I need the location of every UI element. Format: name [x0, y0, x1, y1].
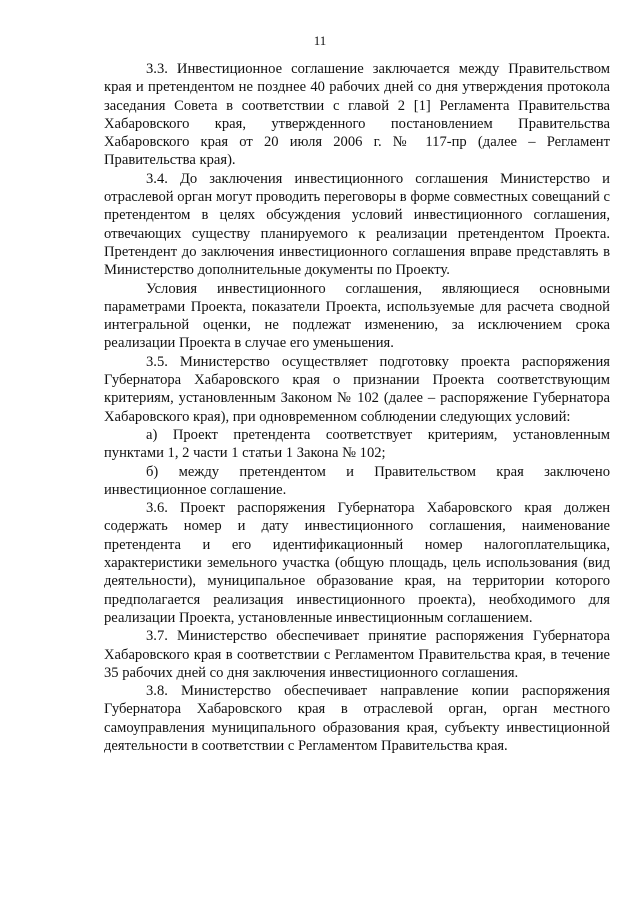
document-body	[104, 60, 610, 755]
paragraph-3-7: 3.7. Министерство обеспечивает принятие распоряжения Губернатора Хабаровского края в соответствии с Регламентом Правительства края, в течение 35 рабочих дней со дня заключения инвестиционного соглашения.	[104, 628, 610, 681]
list-item-b: б) между претендентом и Правительством края заключено инвестиционное соглашение.	[104, 463, 610, 498]
paragraph-3-4: 3.4. До заключения инвестиционного соглашения Министерство и отраслевой орган могут проводить переговоры в форме совместных совещаний с претендентом в целях обсуждения условий инвестиционного соглашения, отвечающих существу планируемого к реализации претендентом Проекта. Претендент до заключения инвестиционного соглашения вправе представлять в Министерство дополнительные документы по Проекту.	[104, 170, 610, 279]
paragraph-agreement-conditions: Условия инвестиционного соглашения, являющиеся основными параметрами Проекта, показатели Проекта, используемые для расчета сводной интегральной оценки, не подлежат изменению, за исключением срока реализации Проекта в случае его уменьшения.	[104, 280, 610, 352]
list-item-a: а) Проект претендента соответствует критериям, установленным пунктами 1, 2 части 1 статьи 1 Закона № 102;	[104, 426, 610, 462]
paragraph-3-5: 3.5. Министерство осуществляет подготовку проекта распоряжения Губернатора Хабаровского края о признании Проекта соответствующим критериям, установленным Законом № 102 (далее – распоряжение Губернатора Хабаровского края), при одновременном соблюдении следующих условий:	[104, 353, 610, 425]
page-number: 11	[313, 33, 327, 48]
paragraph-3-6: 3.6. Проект распоряжения Губернатора Хабаровского края должен содержать номер и дату инвестиционного соглашения, наименование претендента и его идентификационный номер налогоплательщика, характеристики земельного участка (общую площадь, цель использования (вид деятельности), муниципальное образование края, на территории которого предполагается реализация инвестиционного проекта), необходимого для реализации Проекта, установленные инвестиционным соглашением.	[104, 500, 610, 626]
paragraph-3-3: 3.3. Инвестиционное соглашение заключается между Правительством края и претендентом не позднее 40 рабочих дней со дня утверждения протокола заседания Совета в соответствии с главой 2 [1] Регламента Правительства Хабаровского края, утвержденного постановлением Правительства Хабаровского края от 20 июля 2006 г. № 117-пр (далее – Регламент Правительства края).	[104, 61, 610, 169]
paragraph-3-8: 3.8. Министерство обеспечивает направление копии распоряжения Губернатора Хабаровского края в отраслевой орган, орган местного самоуправления муниципального образования края, субъекту инвестиционной деятельности в соответствии с Регламентом Правительства края.	[104, 683, 610, 754]
